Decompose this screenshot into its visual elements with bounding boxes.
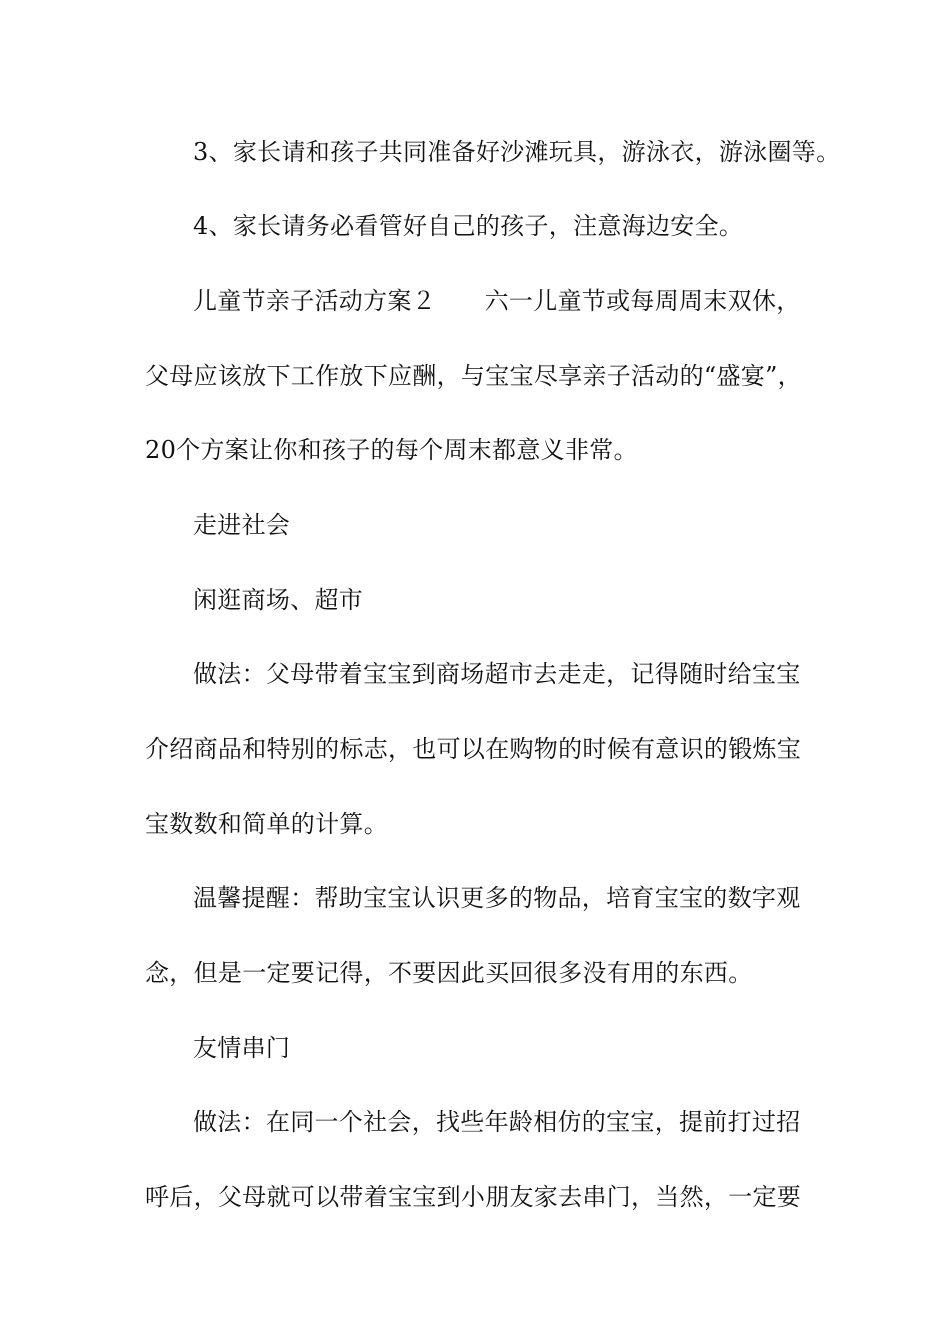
paragraph-line: 温馨提醒：帮助宝宝认识更多的物品，培育宝宝的数字观 xyxy=(193,884,801,912)
paragraph-line: 3、家长请和孩子共同准备好沙滩玩具，游泳衣，游泳圈等。 xyxy=(193,138,841,166)
paragraph-line: 宝数数和简单的计算。 xyxy=(145,810,388,838)
paragraph-line: 4、家长请务必看管好自己的孩子，注意海边安全。 xyxy=(193,212,744,240)
section-heading: 走进社会 xyxy=(193,511,291,539)
paragraph-line: 父母应该放下工作放下应酬，与宝宝尽享亲子活动的“盛宴”， xyxy=(145,362,802,390)
paragraph-line: 做法：父母带着宝宝到商场超市去走走，记得随时给宝宝 xyxy=(193,660,801,688)
subsection-heading: 闲逛商场、超市 xyxy=(193,586,364,614)
paragraph-line: 念，但是一定要记得，不要因此买回很多没有用的东西。 xyxy=(145,959,753,987)
paragraph-line: 介绍商品和特别的标志，也可以在购物的时候有意识的锻炼宝 xyxy=(145,735,802,763)
paragraph-line: 呼后，父母就可以带着宝宝到小朋友家去串门，当然，一定要 xyxy=(145,1183,802,1211)
section-heading-line: 儿童节亲子活动方案２ 六一儿童节或每周周末双休， xyxy=(193,287,801,315)
subsection-heading: 友情串门 xyxy=(193,1034,291,1062)
paragraph-line: 做法：在同一个社会，找些年龄相仿的宝宝，提前打过招 xyxy=(193,1108,801,1136)
paragraph-line: 20个方案让你和孩子的每个周末都意义非常。 xyxy=(145,436,638,464)
